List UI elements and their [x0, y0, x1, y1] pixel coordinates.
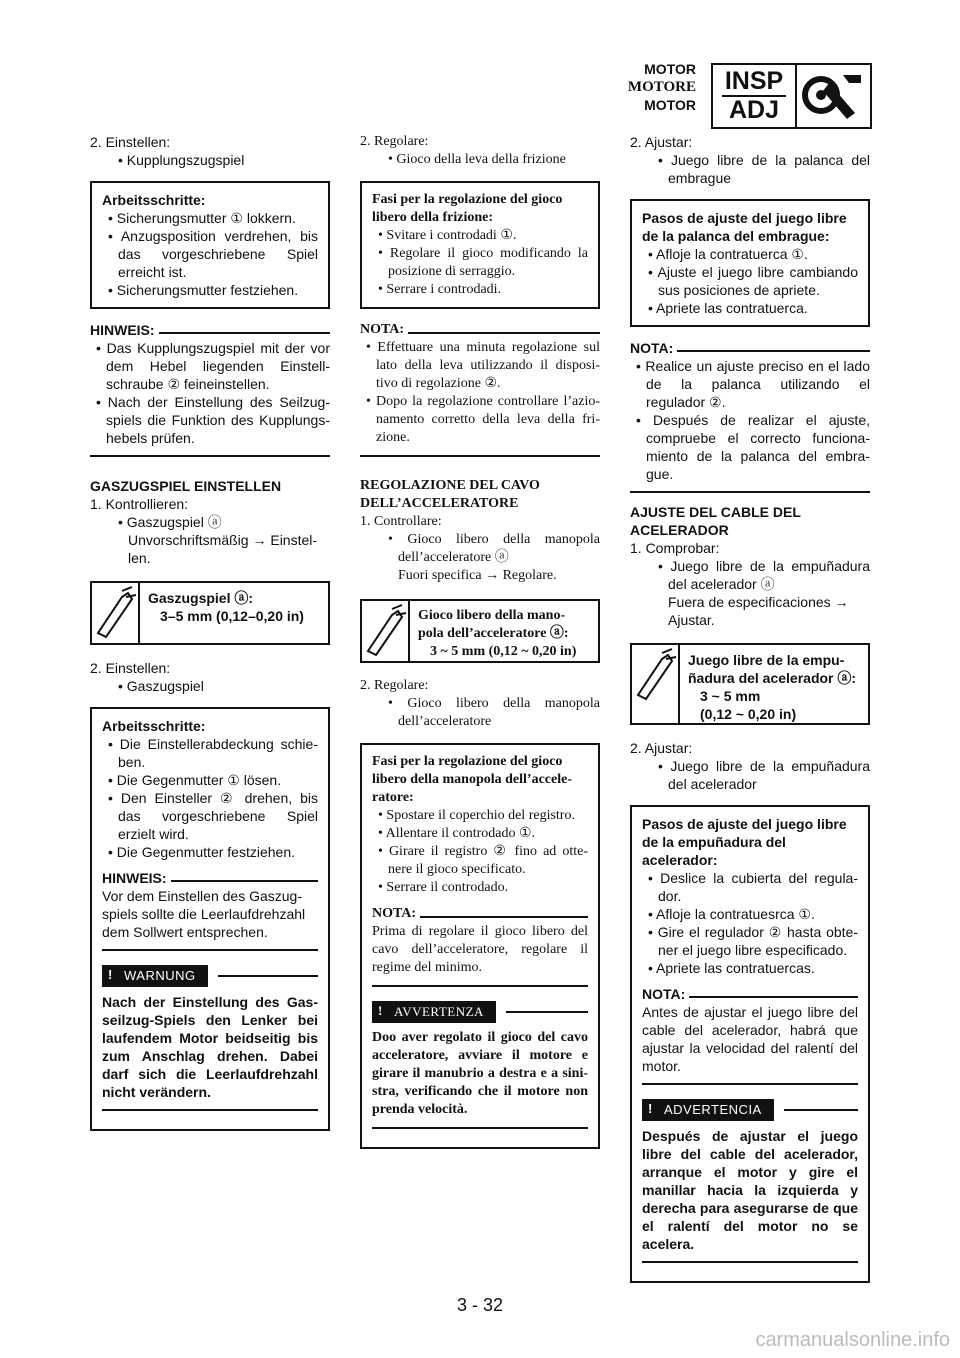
- warning-heading: ! WARNUNG: [102, 965, 318, 987]
- tool-icon: [362, 601, 410, 661]
- section-title-de: MOTOR: [644, 61, 696, 77]
- procedure-step: • Svitare i controdadi ①.: [378, 228, 517, 243]
- note-heading: NOTA:: [372, 905, 588, 923]
- procedure-step: • Anzugsposition verdrehen, bis das vorgeschriebene Spiel erreicht ist.: [108, 228, 318, 280]
- note-heading: HINWEIS:: [102, 869, 318, 887]
- procedure-step: • Apriete las contratuercas.: [648, 960, 815, 976]
- section-heading: GASZUGSPIEL EINSTELLEN: [90, 478, 282, 494]
- step-2-item: • Gioco libero della manopola dell’acceleratore: [388, 696, 600, 729]
- section-title: [628, 60, 696, 114]
- step-1-result: Fuori specifica → Regolare.: [398, 568, 557, 583]
- warning-heading: ! AVVERTENZA: [372, 1001, 588, 1023]
- column-german: [90, 133, 330, 1143]
- spec-value: 3–5 mm (0,12–0,20 in): [160, 608, 304, 624]
- warning-heading: ! ADVERTENCIA: [642, 1099, 858, 1121]
- section-title-it: MOTORE: [627, 79, 696, 95]
- column-spanish: [630, 133, 870, 1295]
- procedure-box: [90, 181, 330, 309]
- insp-label: INSP: [724, 67, 784, 95]
- note-heading: NOTA:: [360, 321, 600, 339]
- step-1-item: • Juego libre de la empuñadura del acelerador ⓐ: [658, 558, 870, 592]
- note-text: Antes de ajustar el juego libre del cable del acelerador, habrá que ajustar la velocidad del ralentí del motor.: [642, 1004, 858, 1074]
- tool-icon: [92, 583, 140, 643]
- adj-label: ADJ: [728, 96, 779, 124]
- step-1-item: • Gioco libero della manopola dell’acceleratore ⓐ: [388, 532, 600, 565]
- step-2: 2. Ajustar:: [630, 740, 693, 756]
- procedure-step: • Afloje la contratuerca ①.: [648, 246, 808, 262]
- procedure-step: • Regolare il gioco modificando la posizione di serraggio.: [378, 246, 588, 279]
- step-2-item: • Juego libre de la palanca del embrague: [658, 152, 870, 186]
- procedure-step: • Deslice la cubierta del regula-dor.: [648, 870, 858, 904]
- spec-box: [630, 643, 870, 725]
- section-heading: REGOLAZIONE DEL CAVO DELL’ACCELERATORE: [360, 478, 540, 511]
- note-item: • Después de realizar el ajuste, compruebe el correcto funciona-miento de la palanca del embra-gue.: [636, 412, 870, 482]
- step-2: 2. Einstellen:: [90, 134, 171, 150]
- procedure-step: • Apriete las contratuerca.: [648, 300, 808, 316]
- step-2: 2. Einstellen:: [90, 660, 171, 676]
- procedure-step: • Serrare il controdado.: [378, 880, 509, 895]
- procedure-step: • Ajuste el juego libre cambiando sus posiciones de apriete.: [648, 264, 858, 298]
- spec-box: [360, 599, 600, 663]
- procedure-box: [360, 181, 600, 309]
- procedure-step: • Spostare il coperchio del registro.: [378, 808, 575, 823]
- spec-label: Gioco libero della mano-pola dell’acceleratore ⓐ:: [418, 608, 569, 641]
- step-2: 2. Regolare:: [360, 678, 429, 693]
- section-heading: AJUSTE DEL CABLE DEL ACELERADOR: [630, 504, 801, 538]
- procedure-step: • Girare il registro ② fino ad otte-nere il gioco specificato.: [378, 844, 588, 877]
- step-2-item: • Gioco della leva della frizione: [388, 152, 566, 167]
- wrench-icon: [799, 69, 865, 123]
- note-item: • Dopo la regolazione controllare l’azio-namento corretto della leva della fri-zione.: [366, 394, 600, 445]
- step-1: 1. Controllare:: [360, 514, 442, 529]
- step-1-item: • Gaszugspiel ⓐ: [118, 514, 222, 530]
- spec-label: Juego libre de la empu-ñadura del acelerador ⓐ:: [688, 652, 857, 686]
- procedure-step: • Serrare i controdadi.: [378, 282, 502, 297]
- step-1-result: Fuera de especificaciones → Ajustar.: [668, 594, 849, 628]
- procedure-title: Fasi per la regolazione del gioco libero della manopola dell’accele-ratore:: [372, 754, 572, 805]
- procedure-title: Pasos de ajuste del juego libre de la palanca del embrague:: [642, 210, 847, 244]
- procedure-step: • Die Gegenmutter festziehen.: [108, 844, 295, 860]
- warning-text: Nach der Einstellung des Gas-seilzug-Spiels den Lenker bei laufendem Motor beidseitig bis zum Anschlag drehen. Dabei darf sich die Leerlaufdrehzahl nicht verändern.: [102, 994, 318, 1100]
- procedure-step: • Den Einsteller ② drehen, bis das vorgeschriebene Spiel erzielt wird.: [108, 790, 318, 842]
- procedure-title: Arbeitsschritte:: [102, 192, 206, 208]
- step-2: 2. Ajustar:: [630, 134, 693, 150]
- spec-value: 3 ~ 5 mm (0,12 ~ 0,20 in): [430, 644, 577, 659]
- note-item: • Effettuare una minuta regolazione sul lato della leva utilizzando il disposi-tivo di regolazione ②.: [366, 340, 600, 391]
- note-item: • Realice un ajuste preciso en el lado de la palanca utilizando el regulador ②.: [636, 358, 870, 410]
- procedure-box: [90, 707, 330, 1131]
- procedure-box: [630, 805, 870, 1283]
- note-text: Prima di regolare il gioco libero del cavo dell’acceleratore, regolare il regime del minimo.: [372, 924, 588, 975]
- spec-value-inches: (0,12 ~ 0,20 in): [700, 706, 797, 722]
- procedure-box: [360, 743, 600, 1149]
- step-1: 1. Kontrollieren:: [90, 496, 189, 512]
- spec-value: 3 ~ 5 mm: [700, 688, 761, 704]
- note-item: • Das Kupplungszugspiel mit der vor dem Hebel liegenden Einstell-schraube ② feineinstellen.: [96, 340, 330, 392]
- note-item: • Nach der Einstellung des Seilzug-spiels die Funktion des Kupplungs-hebels prüfen.: [96, 394, 330, 446]
- procedure-step: • Allentare il controdado ①.: [378, 826, 536, 841]
- insp-adj-badge: [711, 63, 872, 129]
- procedure-step: • Die Gegenmutter ① lösen.: [108, 772, 282, 788]
- procedure-step: • Sicherungsmutter ① lokkern.: [108, 210, 296, 226]
- spec-label: Gaszugspiel ⓐ:: [148, 590, 254, 606]
- note-heading: NOTA:: [630, 339, 870, 357]
- step-1-result: Unvorschriftsmäßig → Einstel-len.: [128, 532, 318, 566]
- step-2-item: • Gaszugspiel: [118, 678, 204, 694]
- procedure-title: Pasos de ajuste del juego libre de la empuñadura del acelerador:: [642, 816, 847, 868]
- watermark: carmanualsonline.info: [755, 1329, 950, 1351]
- procedure-title: Arbeitsschritte:: [102, 718, 206, 734]
- note-text: Vor dem Einstellen des Gaszug-spiels sollte die Leerlaufdrehzahl dem Sollwert entsprechen.: [102, 888, 306, 940]
- warning-text: Doo aver regolato il gioco del cavo acceleratore, avviare il motore e girare il manubrio a destra e a sini-stra, verificando che il motore non prenda velocità.: [372, 1030, 588, 1117]
- step-1: 1. Comprobar:: [630, 540, 720, 556]
- procedure-step: • Afloje la contratuesrca ①.: [648, 906, 815, 922]
- step-2-item: • Juego libre de la empuñadura del acelerador: [658, 758, 870, 792]
- procedure-title: Fasi per la regolazione del gioco libero della frizione:: [372, 192, 563, 225]
- page-number: 3 - 32: [456, 1295, 504, 1315]
- section-title-es: MOTOR: [644, 97, 696, 113]
- column-italian: [360, 133, 600, 1161]
- tool-icon: [632, 645, 680, 723]
- note-heading: NOTA:: [642, 985, 858, 1003]
- procedure-step: • Sicherungsmutter festziehen.: [108, 282, 299, 298]
- warning-text: Después de ajustar el juego libre del cable del acelerador, arranque el motor y gire el manillar hacia la izquierda y derecha para asegurarse de que el ralentí del motor no se acelera.: [642, 1128, 858, 1252]
- procedure-box: [630, 199, 870, 327]
- note-heading: HINWEIS:: [90, 321, 330, 339]
- step-2: 2. Regolare:: [360, 134, 429, 149]
- procedure-step: • Gire el regulador ② hasta obte-ner el juego libre especificado.: [648, 924, 858, 958]
- procedure-step: • Die Einstellerabdeckung schie-ben.: [108, 736, 318, 770]
- step-2-item: • Kupplungszugspiel: [118, 152, 245, 168]
- spec-box: [90, 581, 330, 645]
